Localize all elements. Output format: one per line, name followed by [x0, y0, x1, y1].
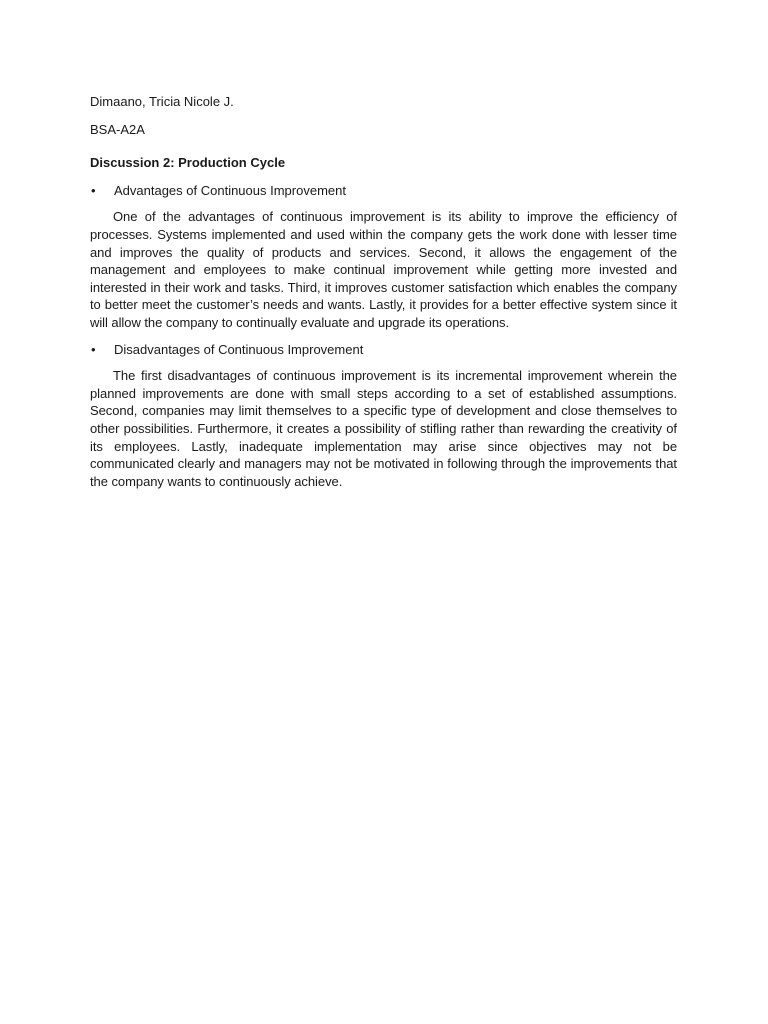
bullet-marker: •	[91, 182, 96, 198]
class-section: BSA-A2A	[90, 121, 145, 137]
bullet-disadvantages	[90, 341, 677, 359]
bullet-advantages	[90, 182, 677, 200]
bullet-marker: •	[91, 341, 96, 357]
paragraph-advantages: One of the advantages of continuous improvement is its ability to improve the efficiency of processes. Systems implemented and used within the company gets the work done with lesser time and improves the quality of products and services. Second, it allows the engagement of the management and employees to make continual improvement while getting more invested and interested in their work and tasks. Third, it improves customer satisfaction which enables the company to better meet the customer’s needs and wants. Lastly, it provides for a better effective system since it will allow the company to continually evaluate and upgrade its operations.	[90, 209, 677, 330]
discussion-heading: Discussion 2: Production Cycle	[90, 155, 286, 171]
bullet-title-advantages: Advantages of Continuous Improvement	[114, 182, 346, 198]
author-name: Dimaano, Tricia Nicole J.	[90, 94, 234, 109]
paragraph-disadvantages: The first disadvantages of continuous improvement is its incremental improvement wherein the planned improvements are done with small steps according to a set of established assumptions. Second, companies may limit themselves to a specific type of development and close themselves to other possibilities. Furthermore, it creates a possibility of stifling rather than rewarding the creativity of its employees. Lastly, inadequate implementation may arise since objectives may not be communicated clearly and managers may not be motivated in following through the improvements that the company wants to continuously achieve.	[90, 368, 677, 489]
document-body	[90, 93, 677, 499]
bullet-title-disadvantages: Disadvantages of Continuous Improvement	[114, 341, 364, 357]
